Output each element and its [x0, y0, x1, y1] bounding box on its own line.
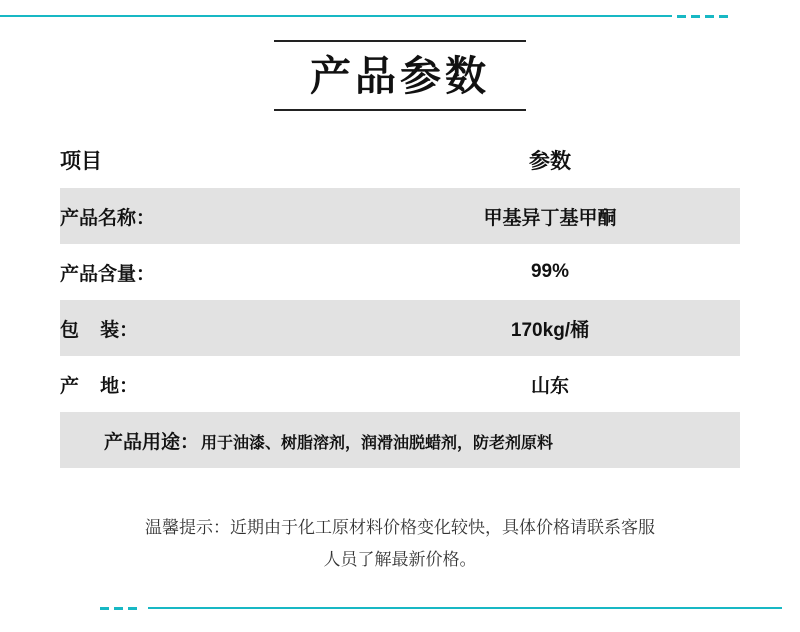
notice-line-1: 温馨提示：近期由于化工原材料价格变化较快，具体价格请联系客服: [145, 518, 655, 537]
table-header-parameter: 参数: [529, 150, 571, 173]
row-label-content: 产品含量：: [60, 263, 156, 285]
top-decoration-dash: [691, 15, 700, 18]
top-decoration-dash: [705, 15, 714, 18]
bottom-decoration-dash: [128, 607, 137, 610]
top-decoration-dash: [719, 15, 728, 18]
spec-table: [60, 132, 740, 468]
row-value-product-name: 甲基异丁基甲酮: [360, 188, 740, 244]
table-row: [60, 300, 740, 356]
notice-block: [60, 512, 740, 576]
row-value-packaging: 170kg/桶: [360, 300, 740, 356]
page-title-block: [0, 40, 800, 111]
table-row: [60, 244, 740, 300]
title-top-rule: [274, 40, 526, 42]
table-row: [60, 188, 740, 244]
table-header-row: [60, 132, 740, 188]
title-bottom-rule: [274, 109, 526, 111]
table-row-usage: [60, 412, 740, 468]
bottom-decoration: [0, 606, 800, 610]
notice-line-2: 人员了解最新价格。: [323, 550, 477, 569]
row-label-product-name: 产品名称：: [60, 188, 360, 244]
page-title: 产品参数: [310, 53, 490, 99]
top-decoration-line: [0, 15, 672, 17]
row-value-content: 99%: [530, 261, 570, 282]
row-value-origin: 山东: [530, 375, 569, 397]
row-value-usage: 用于油漆、树脂溶剂，润滑油脱蜡剂，防老剂原料: [201, 434, 554, 452]
usage-wrap: [104, 427, 740, 454]
usage-cell: [60, 412, 740, 468]
bottom-decoration-dash: [114, 607, 123, 610]
row-label-usage: 产品用途：: [104, 431, 200, 453]
bottom-decoration-line: [148, 607, 782, 609]
table-header-item: 项目: [60, 150, 102, 173]
table-row: [60, 356, 740, 412]
top-decoration: [0, 14, 800, 18]
bottom-decoration-dash: [100, 607, 109, 610]
row-label-packaging: 包 装：: [60, 300, 360, 356]
row-label-origin: 产 地：: [60, 375, 139, 397]
top-decoration-dash: [677, 15, 686, 18]
